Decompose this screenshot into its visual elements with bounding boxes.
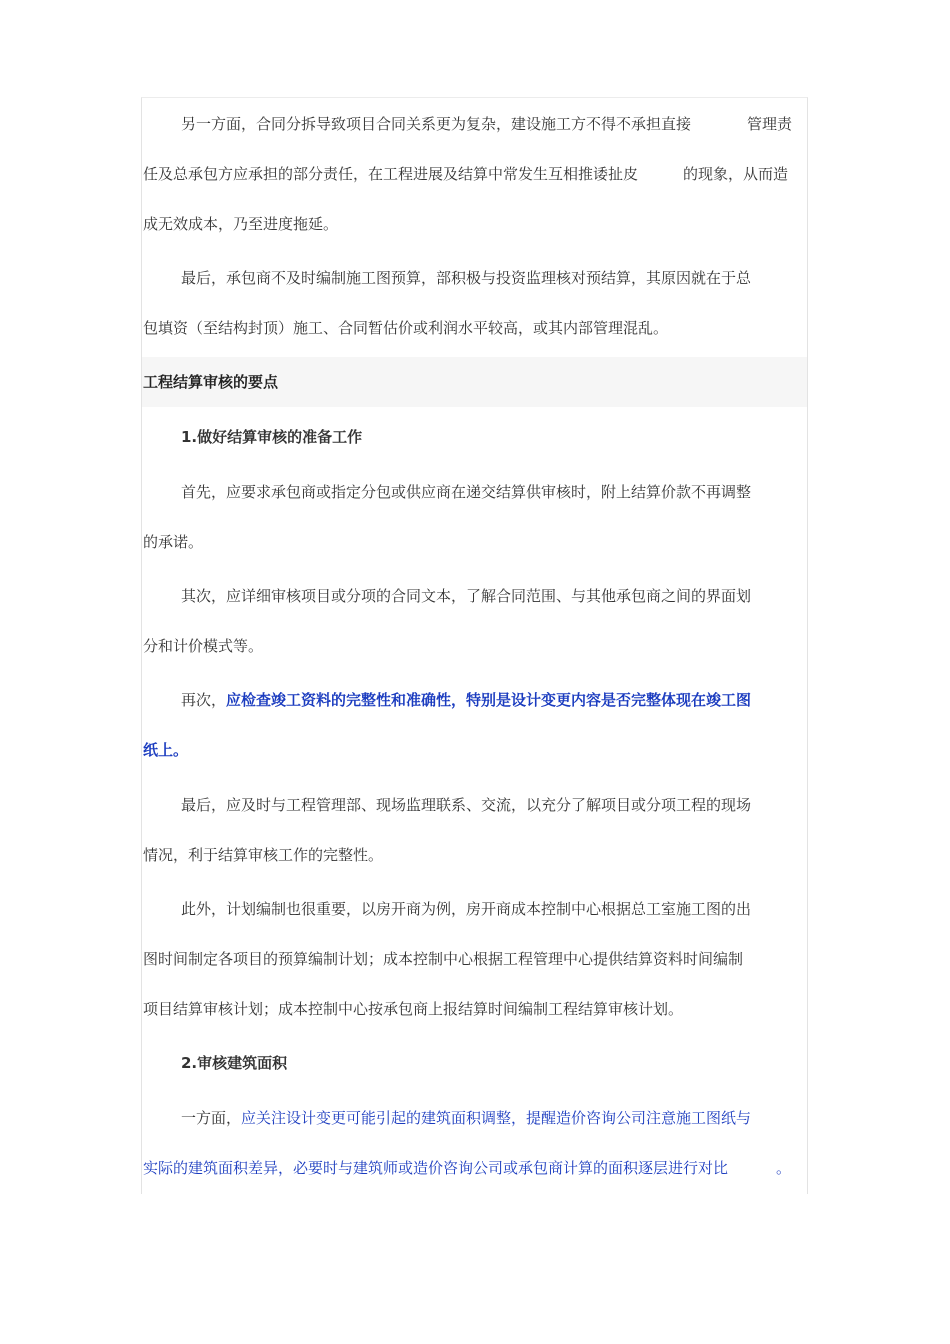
para1-line1: [181, 114, 792, 134]
para6-line1: 最后，应及时与工程管理部、现场监理联系、交流，以充分了解项目或分项工程的现场: [181, 796, 752, 814]
para6-line2: 情况，利于结算审核工作的完整性。: [143, 846, 384, 864]
para3-line1: 首先，应要求承包商或指定分包或供应商在递交结算供审核时，附上结算价款不再调整: [181, 483, 752, 501]
para5-line2: 纸上。: [143, 741, 189, 759]
para1-line3: 成无效成本，乃至进度拖延。: [143, 215, 339, 233]
subheading-2: 2.审核建筑面积: [181, 1054, 288, 1072]
para1-line1-tail: 管理责: [747, 115, 793, 133]
para2-line1: 最后，承包商不及时编制施工图预算，部积极与投资监理核对预结算，其原因就在于总: [181, 269, 752, 287]
para2-line2: 包填资（至结构封顶）施工、合同暂估价或利润水平较高，或其内部管理混乱。: [143, 319, 669, 337]
para5-line1: [181, 690, 751, 710]
para4-line1: 其次，应详细审核项目或分项的合同文本，了解合同范围、与其他承包商之间的界面划: [181, 587, 752, 605]
para1-line1-text: 另一方面，合同分拆导致项目合同关系更为复杂，建设施工方不得不承担直接: [181, 115, 692, 133]
para7-line2: 图时间制定各项目的预算编制计划；成本控制中心根据工程管理中心提供结算资料时间编制: [143, 950, 744, 968]
para8-highlight-2: 实际的建筑面积差异，必要时与建筑师或造价咨询公司或承包商计算的面积逐层进行对比: [143, 1159, 729, 1177]
para7-line3: 项目结算审核计划；成本控制中心按承包商上报结算时间编制工程结算审核计划。: [143, 1000, 684, 1018]
subheading-1: 1.做好结算审核的准备工作: [181, 428, 363, 446]
para1-line2: [143, 164, 788, 184]
para5-prefix: 再次，: [181, 691, 227, 709]
para4-line2: 分和计价模式等。: [143, 637, 264, 655]
para3-line2: 的承诺。: [143, 533, 204, 551]
para8-line2: [143, 1158, 791, 1178]
para8-end: 。: [776, 1159, 792, 1177]
section-heading: 工程结算审核的要点: [143, 373, 279, 391]
para1-line2-text: 任及总承包方应承担的部分责任，在工程进展及结算中常发生互相推诿扯皮: [143, 165, 639, 183]
para8-line1: [181, 1108, 751, 1128]
para8-prefix: 一方面，: [181, 1109, 242, 1127]
para5-highlight-1: 应检查竣工资料的完整性和准确性，特别是设计变更内容是否完整体现在竣工图: [226, 691, 752, 709]
para8-highlight-1: 应关注设计变更可能引起的建筑面积调整，提醒造价咨询公司注意施工图纸与: [241, 1109, 752, 1127]
para7-line1: 此外，计划编制也很重要，以房开商为例，房开商成本控制中心根据总工室施工图的出: [181, 900, 752, 918]
para1-line2-tail: 的现象，从而造: [683, 165, 789, 183]
